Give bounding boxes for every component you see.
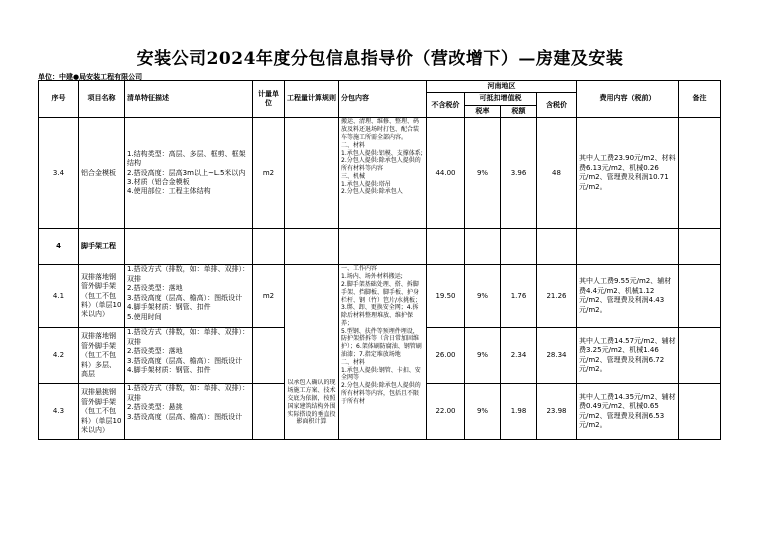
unit-label: 单位：中建●局安装工程有限公司 <box>38 73 143 81</box>
row-rate: 9% <box>465 384 501 440</box>
row-seq: 3.4 <box>39 118 79 229</box>
row-seq: 4.3 <box>39 384 79 440</box>
row-feature: 1.搭设方式（排数，如：单排、双排）：双排 2.搭设类型：落地 3.搭设高度（层高、檐高）：图纸设计 4.脚手架材质：钢管、扣件 <box>127 328 250 375</box>
header-unit: 计量单位 <box>253 81 285 118</box>
row-no-tax: 22.00 <box>427 384 465 440</box>
row-name: 铝合金模板 <box>79 118 125 229</box>
row-remark <box>679 384 721 440</box>
row-remark <box>679 328 721 384</box>
row-name: 双排落地钢管外脚手架（包工不包料）（单层10米以内） <box>79 265 125 328</box>
page-title: 安装公司2024年度分包信息指导价（营改增下）—房建及安装 <box>136 49 624 69</box>
header-rule: 工程量计算规则 <box>285 81 339 118</box>
row-name: 双排落地钢管外脚手架（包工不包料）多层、高层 <box>79 328 125 384</box>
header-region: 河南地区 <box>427 81 577 93</box>
row-name: 双排悬挑钢管外脚手架（包工不包料）（单层10米以内） <box>79 384 125 440</box>
row-with-tax: 28.34 <box>537 328 577 384</box>
section-row <box>39 229 721 265</box>
row-unit <box>253 328 285 384</box>
header-with-tax: 含税价 <box>537 93 577 118</box>
row-no-tax: 19.50 <box>427 265 465 328</box>
header-rate: 税率 <box>465 105 501 117</box>
shared-content: 一、工作内容 1.场内、场外材料搬运; 2.脚手架基础处理、搭、拆脚手架、挡脚板、脚手板、护身栏杆、钢（竹）笆片/水挑板；3.绑、卸、更换安全网；4.拆除后材料整理堆放、维护保养； 5.型钢、扶件等预埋件埋设，防护架搭拆等（含日常加固维护）；6.架体刷防腐油、钢管刷油漆；7.指定堆放场地 二、材料 1.承包人提供:钢管、卡扣、安全网等 2.分包人提供:除承包人提供的所有材料等内容，包括且不限于所有材 <box>341 265 422 405</box>
row-feature: 1.结构类型：高层、多层、框剪、框架结构 2.搭设高度：层高3m以上~L.5米以内 3.材质（铝合金模板 4.使用部位：工程主体结构 <box>125 118 253 229</box>
row-with-tax: 23.98 <box>537 384 577 440</box>
row-feature: 1.搭设方式（排数，如：单排、双排）：双排 2.搭设类型：落地 3.搭设高度（层高、檐高）：图纸设计 4.脚手架材质：钢管、扣件 5.使用时间 <box>127 265 250 321</box>
row-unit: m2 <box>253 265 285 328</box>
section-seq: 4 <box>39 229 79 265</box>
table-row <box>39 265 721 328</box>
row-rate: 9% <box>465 265 501 328</box>
section-name: 脚手架工程 <box>79 229 125 265</box>
row-fee: 其中人工费14.35元/m2、辅材费0.49元/m2、机械0.65元/m2、管理费及利润6.53元/m2。 <box>577 384 679 440</box>
row-unit <box>253 384 285 440</box>
row-seq: 4.2 <box>39 328 79 384</box>
row-tax: 2.34 <box>501 328 537 384</box>
row-no-tax: 26.00 <box>427 328 465 384</box>
header-tax: 税额 <box>501 105 537 117</box>
row-rate: 9% <box>465 328 501 384</box>
header-seq: 序号 <box>39 81 79 118</box>
row-content: 搬运、清理、维修、整理、码放及料还退场时打包、配合装车等施工所需全部内容。 二、材料 1.承包人提供:铝模、支撑体系; 2.分包人提供:除承包人提供的所有材料等内容 三、机械 1.承包人提供:塔吊 2.分包人提供:除承包人 <box>341 118 423 196</box>
rule-text: 以承包人确认的现场施工方案、技术交底为依据，按照国家建筑结构外围实际搭设的垂直投影面积计算 <box>287 379 336 426</box>
row-fee: 其中人工费9.55元/m2、辅材费4.4元/m2、机械1.12元/m2、管理费及利润4.43元/m2。 <box>577 265 679 328</box>
row-remark <box>679 118 721 229</box>
header-content: 分包内容 <box>339 81 427 118</box>
row-fee: 其中人工费23.90元/m2、材料费6.13元/m2、机械0.26元/m2、管理费及利润10.71元/m2。 <box>577 118 679 229</box>
header-remark: 备注 <box>679 81 721 118</box>
row-feature: 1.搭设方式（排数，如：单排、双排）：双排 2.搭设类型：悬挑 3.搭设高度（层高、檐高）：图纸设计 <box>127 384 250 421</box>
header-no-tax: 不含税价 <box>427 93 465 118</box>
row-unit: m2 <box>253 118 285 229</box>
row-fee: 其中人工费14.57元/m2、辅材费3.25元/m2、机械1.46元/m2、管理费及利润6.72元/m2。 <box>577 328 679 384</box>
row-seq: 4.1 <box>39 265 79 328</box>
header-feature: 清单特征描述 <box>125 81 253 118</box>
header-name: 项目名称 <box>79 81 125 118</box>
header-fee: 费用内容（税前） <box>577 81 679 118</box>
row-with-tax: 21.26 <box>537 265 577 328</box>
row-no-tax: 44.00 <box>427 118 465 229</box>
price-table <box>38 80 721 440</box>
table-row <box>39 118 721 229</box>
row-rate: 9% <box>465 118 501 229</box>
header-deduct: 可抵扣增值税 <box>465 93 537 105</box>
row-with-tax: 48 <box>537 118 577 229</box>
row-remark <box>679 265 721 328</box>
row-tax: 3.96 <box>501 118 537 229</box>
row-tax: 1.98 <box>501 384 537 440</box>
row-tax: 1.76 <box>501 265 537 328</box>
row-rule <box>285 118 339 229</box>
